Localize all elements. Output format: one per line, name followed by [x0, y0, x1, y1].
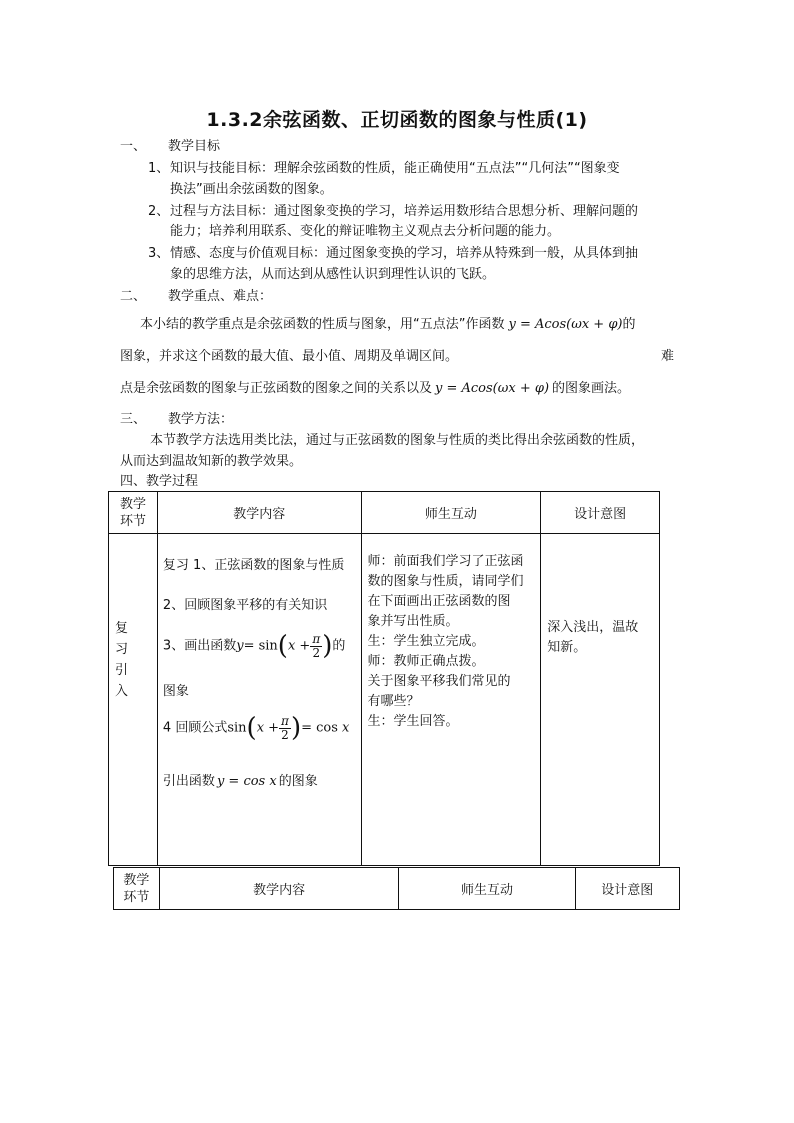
content-item-3-cont: 图象	[162, 684, 189, 699]
objective-3-line1: 情感、态度与价值观目标：通过图象变换的学习，培养从特殊到一般，从具体到抽	[170, 246, 639, 261]
content-item-3-tail: 的	[332, 638, 346, 654]
formula-acos-2: y = Acos(ωx + φ)	[435, 381, 550, 396]
interaction-line-2: 数的图象与性质，请同学们	[367, 574, 524, 589]
content-item-2: 2、回顾图象平移的有关知识	[162, 598, 328, 613]
formula-y: y	[236, 638, 244, 654]
header-design: 设计意图	[541, 492, 660, 534]
section-4-heading: 四、教学过程	[120, 474, 199, 489]
objective-2-line1: 过程与方法目标：通过图象变换的学习，培养运用数形结合思想分析、理解问题的	[170, 204, 639, 219]
focus-paragraph-line2: 图象，并求这个函数的最大值、最小值、周期及单调区间。	[120, 349, 459, 364]
interaction-line-5: 生：学生独立完成。	[367, 634, 485, 649]
content-item-4	[163, 706, 349, 750]
objective-1-line2: 换法”画出余弦函数的图象。	[170, 182, 333, 197]
fraction-numerator: π	[312, 631, 321, 646]
stage-char-3: 引	[115, 663, 129, 678]
content-cell	[157, 534, 361, 866]
section-2-heading: 教学重点、难点：	[168, 289, 273, 304]
content-item-3-text: 3、画出函数	[162, 638, 237, 654]
formula-x-var: x	[342, 720, 350, 736]
table-header-row	[109, 492, 660, 534]
header-stage-line1: 教学	[119, 496, 146, 512]
section-3-heading: 教学方法：	[168, 412, 234, 427]
formula-acos: y = Acos(ωx + φ)	[508, 317, 623, 332]
fraction-numerator-b: π	[281, 713, 289, 728]
focus-line1-text: 本小结的教学重点是余弦函数的性质与图象，用“五点法”作函数	[140, 317, 505, 332]
content-item-5	[163, 772, 318, 792]
section-1-heading: 教学目标	[168, 139, 221, 154]
focus-paragraph-line1	[140, 315, 636, 335]
header-content: 教学内容	[157, 492, 361, 534]
interaction-line-1: 师：前面我们学习了正弦函	[367, 554, 524, 569]
paren-close-2: )	[290, 713, 302, 743]
design-line-2: 知新。	[547, 640, 587, 655]
header-stage	[109, 492, 158, 534]
stage-char-2: 习	[115, 642, 129, 657]
teaching-process-table-2	[113, 867, 680, 910]
table2-header-row	[114, 868, 680, 910]
interaction-line-9: 生：学生回答。	[367, 714, 459, 729]
formula-x-plus: x +	[287, 638, 311, 654]
formula-sin: sin	[227, 720, 247, 736]
objective-2-number: 2、	[148, 204, 170, 219]
interaction-line-3: 在下面画出正弦函数的图	[367, 594, 511, 609]
table2-header-stage-line1: 教学	[123, 872, 150, 888]
focus-paragraph-line3	[120, 379, 630, 399]
interaction-line-8: 有哪些？	[367, 694, 420, 709]
content-item-4-text: 4 回顾公式	[162, 720, 228, 736]
stage-cell	[109, 534, 158, 866]
objective-2-line2: 能力；培养利用联系、变化的辩证唯物主义观点去分析问题的能力。	[170, 224, 561, 239]
content-item-5-tail: 的图象	[278, 774, 318, 789]
method-line2: 从而达到温故知新的教学效果。	[120, 454, 303, 469]
objective-3-line2: 象的思维方法，从而达到从感性认识到理性认识的飞跃。	[170, 267, 496, 282]
section-3-number: 三、	[120, 412, 147, 427]
objective-3-number: 3、	[148, 246, 170, 261]
table2-header-content: 教学内容	[159, 868, 399, 910]
table2-header-stage	[114, 868, 160, 910]
paren-close: )	[322, 631, 333, 661]
formula-eq-sin: = sin	[243, 638, 278, 654]
table2-header-design: 设计意图	[575, 868, 679, 910]
fraction-pi-over-2-b	[279, 715, 291, 742]
focus-line3-text: 点是余弦函数的图象与正弦函数的图象之间的关系以及	[120, 381, 433, 396]
interaction-line-4: 象并写出性质。	[367, 614, 459, 629]
fraction-pi-over-2	[310, 633, 322, 660]
content-item-3	[163, 624, 345, 668]
interaction-line-6: 师：教师正确点拨。	[367, 654, 485, 669]
focus-paragraph-line2-end: 难	[661, 349, 675, 364]
content-item-1: 复习 1、正弦函数的图象与性质	[162, 558, 345, 573]
section-2-number: 二、	[120, 289, 147, 304]
table2-header-interaction: 师生互动	[399, 868, 575, 910]
formula-x-plus-2: x +	[256, 720, 280, 736]
design-cell	[541, 534, 660, 866]
stage-char-4: 入	[115, 684, 129, 699]
objective-1-line1: 知识与技能目标：理解余弦函数的性质，能正确使用“五点法”“几何法”“图象变	[170, 161, 620, 176]
objective-1-number: 1、	[148, 161, 170, 176]
stage-char-1: 复	[115, 621, 129, 636]
teaching-process-table	[108, 491, 660, 866]
paren-open: (	[277, 631, 288, 661]
table2-header-stage-line2: 环节	[123, 889, 150, 905]
method-line1: 本节教学方法选用类比法，通过与正弦函数的图象与性质的类比得出余弦函数的性质，	[150, 433, 645, 448]
interaction-cell	[361, 534, 541, 866]
paren-open-2: (	[246, 713, 257, 743]
content-item-5-text: 引出函数	[162, 774, 215, 789]
design-line-1: 深入浅出，温故	[547, 620, 639, 635]
header-interaction: 师生互动	[361, 492, 541, 534]
table-row-review	[109, 534, 660, 866]
interaction-line-7: 关于图象平移我们常见的	[367, 674, 511, 689]
document-title: 1.3.2余弦函数、正切函数的图象与性质(1)	[206, 109, 588, 131]
focus-line3-tail: 的图象画法。	[552, 381, 631, 396]
section-1-number: 一、	[120, 139, 147, 154]
fraction-denominator-b: 2	[281, 727, 289, 742]
header-stage-line2: 环节	[119, 513, 146, 529]
formula-y-cos-x: y = cos x	[216, 774, 277, 789]
formula-eq-cos: = cos	[301, 720, 338, 736]
focus-line1-tail: 的	[622, 317, 636, 332]
fraction-denominator: 2	[312, 645, 321, 660]
